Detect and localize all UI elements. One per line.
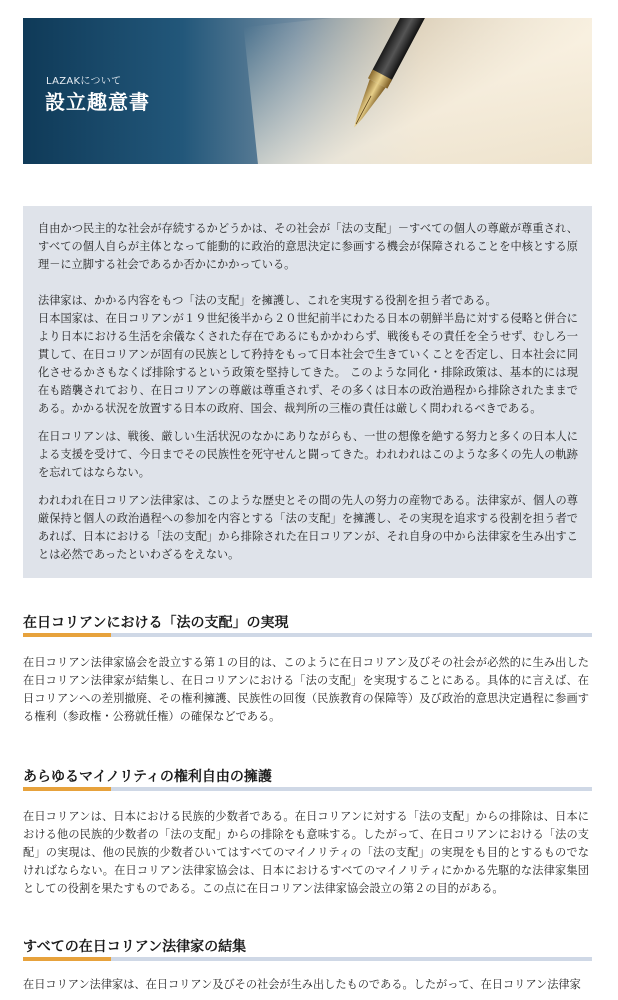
section-divider bbox=[23, 633, 592, 637]
section-body: 在日コリアンは、日本における民族的少数者である。在日コリアンに対する「法の支配」からの排除は、日本における他の民族的少数者の「法の支配」からの排除をも意味する。したがって、在日コリアンにおける「法の支配」の実現は、他の民族的少数者ひいてはすべてのマイノリティの「法の支配」の実現をも目的とするものでなければならない。在日コリアン法律家協会は、日本におけるすべてのマイノリティにかかる先駆的な法律家集団としての役割を果たすものである。この点に在日コリアン法律家協会設立の第２の目的がある。 bbox=[23, 810, 589, 895]
section-divider bbox=[23, 787, 592, 791]
page-title: 設立趣意書 bbox=[45, 90, 150, 114]
intro-box bbox=[23, 206, 592, 578]
section-title: あらゆるマイノリティの権利自由の擁護 bbox=[23, 769, 272, 785]
section-body: 在日コリアン法律家協会を設立する第１の目的は、このように在日コリアン及びその社会が必然的に生み出した在日コリアン法律家が結集し、在日コリアンにおける「法の支配」を実現することにある。具体的に言えば、在日コリアンへの差別撤廃、その権利擁護、民族性の回復（民族教育の保障等）及び政治的意思決定過程に参画する権利（参政権・公務就任権）の確保などである。 bbox=[23, 656, 589, 723]
section-divider bbox=[23, 957, 592, 961]
intro-paragraph: 自由かつ民主的な社会が存続するかどうかは、その社会が「法の支配」－すべての個人の尊厳が尊重され、すべての個人自らが主体となって能動的に政治的意思決定に参画する機会が保障されることを中核とする原理－に立脚する社会であるか否かにかかっている。 bbox=[38, 222, 578, 271]
hero-banner bbox=[23, 18, 592, 164]
intro-paragraph: 在日コリアンは、戦後、厳しい生活状況のなかにありながらも、一世の想像を絶する努力と多くの日本人による支援を受けて、今日までその民族性を死守せんと闘ってきた。われわれはこのような多くの先人の軌跡を忘れてはならない。 bbox=[38, 430, 578, 479]
intro-paragraph: 法律家は、かかる内容をもつ「法の支配」を擁護し、これを実現する役割を担う者である。 日本国家は、在日コリアンが１９世紀後半から２０世紀前半にわたる日本の朝鮮半島に対する侵略と併合により日本における生活を余儀なくされた存在であるにもかかわらず、戦後もその責任を全うせず、むしろ一貫して、在日コリアンが固有の民族として矜持をもって日本社会で生きていくことを否定し、日本社会に同化させるかさもなくば排除するという政策を堅持してきた。 このような同化・排除政策は、基本的には現在も踏襲されており、在日コリアンの尊厳は尊重されず、その多くは日本の政治過程から排除されたままである。かかる状況を放置する日本の政府、国会、裁判所の三権の責任は厳しく問われるべきである。 bbox=[38, 294, 578, 415]
section-title: すべての在日コリアン法律家の結集 bbox=[23, 939, 247, 955]
section-title: 在日コリアンにおける「法の支配」の実現 bbox=[23, 615, 289, 631]
hero-subtitle: LAZAKについて bbox=[46, 76, 122, 87]
fountain-pen-icon bbox=[293, 18, 493, 164]
section-body: 在日コリアン法律家は、在日コリアン及びその社会が生み出したものである。したがって、在日コリアン法律家 bbox=[23, 978, 581, 991]
intro-paragraph: われわれ在日コリアン法律家は、このような歴史とその間の先人の努力の産物である。法律家が、個人の尊厳保持と個人の政治過程への参加を内容とする「法の支配」を擁護し、その実現を追求する役割を担う者であれば、日本における「法の支配」から排除された在日コリアンが、それ自身の中から法律家を生み出すことは必然であったといわざるをえない。 bbox=[38, 494, 578, 561]
